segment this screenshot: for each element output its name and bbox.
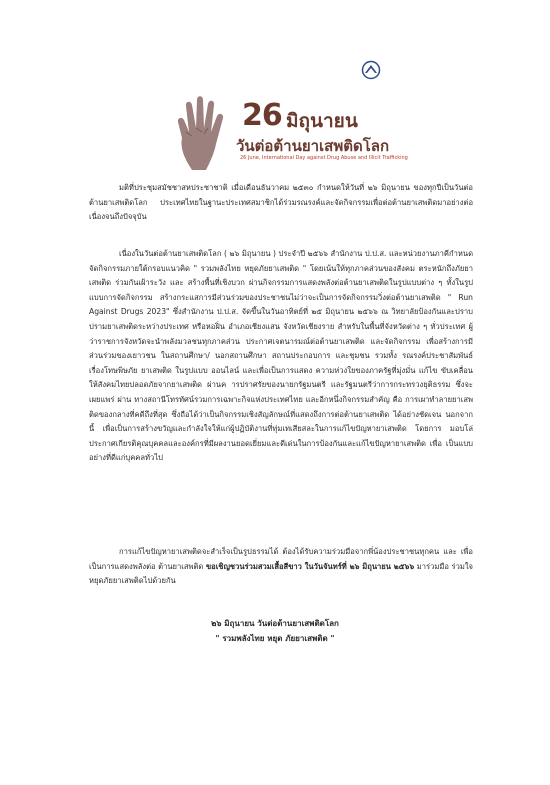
banner-date-number: 26 (242, 98, 282, 133)
paragraph-invitation (89, 545, 473, 589)
banner-subtitle: วันต่อต้านยาเสพติดโลก (236, 137, 390, 155)
campaign-banner (172, 92, 408, 172)
invitation-text: การแก้ไขปัญหายาเสพติดจะสำเร็จเป็นรูปธรรมได้ ต้องได้รับความร่วมมือจากพี่น้องประชาชนทุกคน และ เพื่อเป็นการแสดงพลังต่อ ต้านยาเสพติด (89, 547, 473, 571)
closing-line-slogan: " รวมพลังไทย หยุด ภัยยาเสพติด " (215, 634, 335, 643)
banner-english-line: 26 June, International Day against Drug Abuse and Illicit Trafficking (240, 155, 408, 161)
onc-logo-icon (361, 60, 381, 80)
banner-month: มิถุนายน (286, 110, 358, 132)
closing-line-date: ๒๖ มิถุนายน วันต่อต้านยาเสพติดโลก (211, 619, 339, 628)
invitation-bold-text: ขอเชิญชวนร่วมสวมเสื้อสีขาว ในวันจันทร์ที่ ๒๖ มิถุนายน ๒๕๖๖ (205, 561, 415, 571)
paragraph-intro: มติที่ประชุมสมัชชาสหประชาชาติ เมื่อเดือนธันวาคม ๒๕๓๐ กำหนดให้วันที่ ๒๖ มิถุนายน ของทุกปีเป็นวันต่อต้านยาเสพติดโลก ประเทศไทยในฐานะประเทศสมาชิกได้ร่วมรณรงค์และจัดกิจกรรมเพื่อต่อต้านยาเสพติดมาอย่างต่อเนื่องจนถึงปัจจุบัน (89, 183, 473, 222)
hand-icon (172, 92, 244, 172)
invitation-end-text: มาร่วมมือ ร่วมใจ หยุดภัยยาเสพติดไปด้วยกัน (89, 561, 473, 586)
paragraph-activities: เนื่องในวันต่อต้านยาเสพติดโลก ( ๒๖ มิถุนายน ) ประจำปี ๒๕๖๖ สำนักงาน ป.ป.ส. และหน่วยงานภาคีกำหนดจัดกิจกรรมภายใต้กรอบแนวคิด " รวมพลังไทย หยุดภัยยาเสพติด " โดยเน้นให้ทุกภาคส่วนของสังคม ตระหนักถึงภัยยาเสพติด ร่วมกันเฝ้าระวัง และ สร้างพื้นที่เชิงบวก ผ่านกิจกรรมการแสดงพลังต่อต้านยาเสพติดในรูปแบบต่าง ๆ ทั้งในรูปแบบการจัดกิจกรรม สร้างกระแสการมีส่วนร่วมของประชาชนไม่ว่าจะเป็นการจัดกิจกรรมวิ่งต่อต้านยาเสพติด " Run Against Drugs 2023" ซึ่งสำนักงาน ป.ป.ส. จัดขึ้นในวันอาทิตย์ที่ ๒๕ มิถุนายน ๒๕๖๖ ณ วิทยาลัยป้องกันและปราบปรามยาเสพติดระหว่างประเทศ หรือหอฝิ่น อำเภอเชียงแสน จังหวัดเชียงราย สำหรับในพื้นที่จังหวัดต่าง ๆ ทั่วประเทศ ผู้ว่าราชการจังหวัดจะนำพลังมวลชนทุกภาคส่วน ประกาศเจตนารมณ์ต่อต้านยาเสพติด และจัดกิจกรรม เพื่อสร้างการมีส่วนร่วมของเยาวชน ในสถานศึกษา/ นอกสถานศึกษา สถานประกอบการ และชุมชน รวมทั้ง รณรงค์ประชาสัมพันธ์ เรื่องโทษพิษภัย ยาเสพติด ในรูปแบบ ออนไลน์ และเพื่อเป็นการแสดง ความห่วงใยของภาครัฐที่มุ่งมั่น แก้ไข ขับเคลื่อนให้สังคมไทยปลอดภัยจากยาเสพติด ผ่านค ารปราศรัยของนายกรัฐมนตรี และรัฐมนตรีว่าการกระทรวงยุติธรรม ซึ่งจะเผยแพร่ ผ่าน ทางสถานีโทรทัศน์รวมการเฉพาะกิจแห่งประเทศไทย และอีกหนึ่งกิจกรรมสำคัญ คือ การเผาทำลายยาเสพติดของกลางที่คดีถึงที่สุด ซึ่งถือได้ว่าเป็นกิจกรรมเชิงสัญลักษณ์ที่แสดงถึงการต่อต้านยาเสพติด ได้อย่างชัดเจน นอกจากนี้ เพื่อเป็นการสร้างขวัญและกำลังใจให้แก่ผู้ปฏิบัติงานที่ทุ่มเทเสียสละในการแก้ไขปัญหายาเสพติด โดยการ มอบโล่ประกาศเกียรติคุณบุคคลและองค์กรที่มีผลงานยอดเยี่ยมและดีเด่นในการป้องกันและแก้ไขปัญหายาเสพติด เพื่อ เป็นแบบอย่างที่ดีแก่บุคคลทั่วไป (89, 249, 473, 463)
